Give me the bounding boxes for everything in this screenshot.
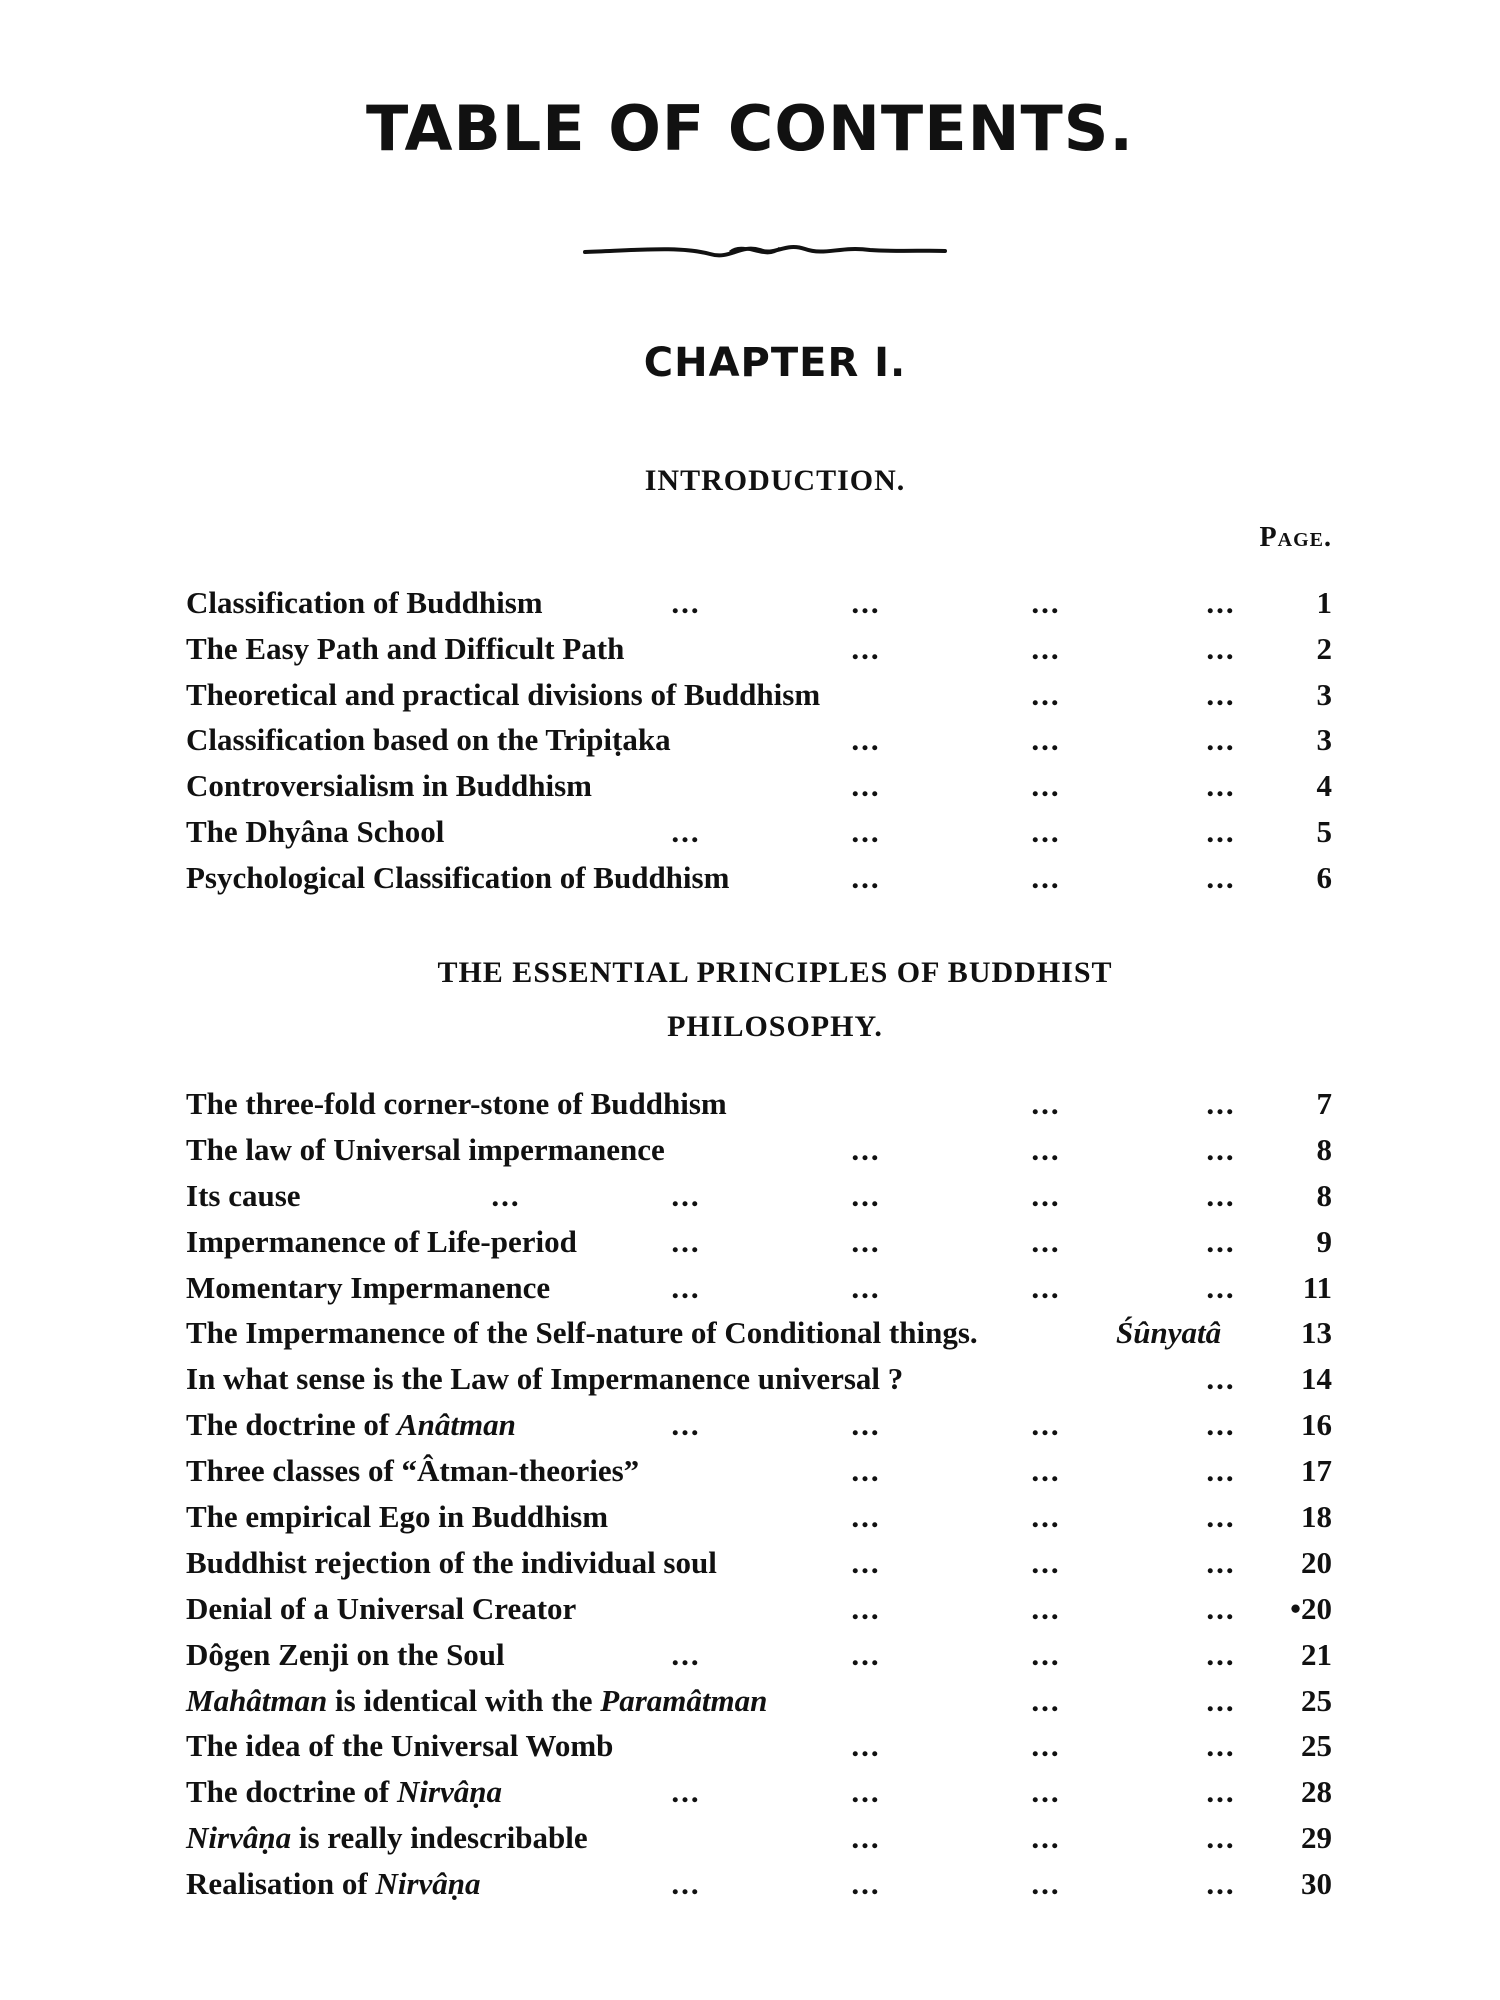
leader-dots: ... [851,585,881,620]
leader-dots: ... [1206,1866,1236,1902]
leader-dots: ... [1206,1590,1236,1626]
entry-title: Denial of a Universal Creator [186,1590,577,1626]
leader-dots: ... [1031,585,1061,620]
entry-page-number: 21 [1301,1636,1332,1672]
toc-entry [186,1219,1332,1265]
leader-dots: ... [1031,813,1061,849]
leader-dots: ... [1031,630,1061,666]
leader-dots: ... [1031,768,1061,804]
leader-dots: ... [1031,1682,1061,1718]
leader-dots: ... [1206,1728,1236,1764]
leader-dots: ... [1031,1544,1061,1580]
leader-dots: ... [1206,1407,1236,1443]
toc-entry [186,1586,1332,1632]
entry-page-number: 25 [1301,1728,1332,1764]
leader-dots: ... [1031,722,1061,758]
entry-title-italic: Anâtman [396,1407,516,1443]
leader-dots: ... [671,1774,701,1810]
leader-dots: ... [1031,1728,1061,1764]
entry-page-number: 3 [1316,722,1332,758]
toc-entry [186,1678,1332,1724]
toc-entry [186,1861,1332,1907]
leader-dots: ... [851,722,881,758]
leader-dots: ... [491,1177,521,1213]
leader-dots: ... [851,1636,881,1672]
entry-page-number: 11 [1302,1269,1332,1305]
toc-entry [186,1402,1332,1448]
toc-entry [186,1127,1332,1173]
leader-dots: ... [1206,585,1236,620]
entry-title: Buddhist rejection of the individual soul [186,1544,717,1580]
essential-principles-heading [0,946,1500,1054]
toc-entry [186,1815,1332,1861]
leader-dots: ... [1031,1453,1061,1489]
entry-page-number: 1 [1316,585,1332,620]
entry-page-number: 13 [1301,1315,1332,1351]
entry-title: Controversialism in Buddhism [186,768,592,804]
leader-dots: ... [1031,1820,1061,1856]
entry-page-number: 8 [1316,1131,1332,1167]
leader-dots: ... [1031,676,1061,712]
leader-dots: ... [1206,676,1236,712]
entry-title: Realisation of Nirvâṇa [186,1866,481,1902]
entry-page-number: 29 [1301,1820,1332,1856]
toc-entry [186,763,1332,809]
toc-entry [186,1310,1332,1356]
entry-page-number: 14 [1301,1361,1332,1397]
toc-entry [186,717,1332,763]
leader-dots: ... [671,1866,701,1902]
entry-page-number: 6 [1316,859,1332,895]
entry-page-number: 16 [1301,1407,1332,1443]
toc-entry [186,1448,1332,1494]
leader-dots: ... [1031,1590,1061,1626]
toc-entry [186,1540,1332,1586]
leader-dots: ... [1206,630,1236,666]
entry-title: Its cause [186,1177,301,1213]
entry-page-number: 8 [1316,1177,1332,1213]
toc-entry [186,672,1332,718]
leader-dots: ... [1206,1636,1236,1672]
leader-dots: ... [1031,1499,1061,1535]
toc-entry [186,626,1332,672]
essential-entries [186,1081,1332,1907]
leader-dots: ... [1031,1636,1061,1672]
leader-dots: ... [1206,1453,1236,1489]
essential-heading-line-1: THE ESSENTIAL PRINCIPLES OF BUDDHIST [437,956,1113,989]
entry-page-number: 30 [1301,1866,1332,1902]
entry-title: The Impermanence of the Self-nature of Conditional things. [186,1315,978,1351]
leader-dots: ... [1206,1177,1236,1213]
toc-entry [186,1356,1332,1402]
entry-title: The idea of the Universal Womb [186,1728,614,1764]
entry-title: Dôgen Zenji on the Soul [186,1636,505,1672]
leader-dots: ... [671,1269,701,1305]
leader-dots: ... [671,813,701,849]
entry-title: The law of Universal impermanence [186,1131,665,1167]
entry-page-number: 20 [1301,1544,1332,1580]
toc-entry [186,855,1332,901]
leader-dots: ... [1031,1177,1061,1213]
leader-dots: ... [851,813,881,849]
essential-heading-line-2: PHILOSOPHY. [667,1010,883,1043]
leader-dots: ... [851,768,881,804]
chapter-heading: CHAPTER I. [643,340,907,386]
leader-dots: ... [851,1131,881,1167]
leader-dots: ... [671,1177,701,1213]
leader-dots: ... [851,1544,881,1580]
leader-dots: ... [1206,1544,1236,1580]
entry-title: The doctrine of Nirvâṇa [186,1774,503,1810]
leader-dots: ... [1206,1361,1236,1397]
entry-title: Nirvâṇa is really indescribable [186,1820,588,1856]
leader-dots: ... [851,1820,881,1856]
entry-title: The empirical Ego in Buddhism [186,1499,609,1535]
entry-page-number: 3 [1316,676,1332,712]
entry-page-number: 9 [1316,1223,1332,1259]
leader-dots: ... [1206,1820,1236,1856]
introduction-heading: INTRODUCTION. [644,464,906,497]
leader-dots: ... [851,1774,881,1810]
introduction-entries [186,580,1332,901]
entry-title-italic: Paramâtman [600,1682,768,1718]
leader-dots: ... [1206,859,1236,895]
leader-dots: ... [851,1453,881,1489]
toc-entry [186,1769,1332,1815]
entry-title-italic: Nirvâṇa [396,1774,503,1810]
entry-title: The three-fold corner-stone of Buddhism [186,1086,727,1121]
leader-dots: ... [1206,722,1236,758]
toc-entry [186,1632,1332,1678]
entry-title: Theoretical and practical divisions of Buddhism [186,676,821,712]
leader-dots: ... [1206,1499,1236,1535]
toc-entry [186,809,1332,855]
entry-title: The doctrine of Anâtman [186,1407,516,1443]
leader-dots: ... [1206,1086,1236,1121]
page-column-label: Page. [1259,522,1332,553]
leader-dots: ... [1206,1774,1236,1810]
leader-dots: ... [851,1499,881,1535]
leader-dots: ... [1206,1682,1236,1718]
decorative-divider [580,232,950,272]
entry-page-number: 4 [1316,768,1332,804]
leader-dots: ... [1031,859,1061,895]
leader-dots: ... [1031,1269,1061,1305]
entry-title: The Dhyâna School [186,813,445,849]
leader-dots: ... [851,1728,881,1764]
entry-page-number: 7 [1316,1086,1332,1121]
entry-title-italic: Nirvâṇa [375,1866,481,1902]
leader-dots: ... [1031,1866,1061,1902]
leader-dots: ... [851,1407,881,1443]
entry-title: Classification based on the Tripiṭaka [186,722,671,758]
leader-dots: ... [1031,1407,1061,1443]
leader-dots: ... [851,1590,881,1626]
entry-title-italic: Mahâtman [186,1682,328,1718]
leader-dots: ... [671,1636,701,1672]
leader-dots: ... [671,585,701,620]
entry-page-number: 25 [1301,1682,1332,1718]
toc-entry [186,1265,1332,1311]
toc-entry [186,1723,1332,1769]
entry-page-number: 28 [1301,1774,1332,1810]
leader-dots: ... [851,630,881,666]
entry-page-number: 17 [1301,1453,1332,1489]
leader-dots: ... [851,859,881,895]
entry-extra-term: Śûnyatâ [1116,1315,1222,1351]
entry-title: Momentary Impermanence [186,1269,551,1305]
entry-page-number: 5 [1316,813,1332,849]
entry-title: Psychological Classification of Buddhism [186,859,730,895]
entry-page-number: 2 [1316,630,1332,666]
entry-title: The Easy Path and Difficult Path [186,630,625,666]
leader-dots: ... [851,1866,881,1902]
leader-dots: ... [1206,813,1236,849]
entry-title-italic: Nirvâṇa [186,1820,292,1856]
leader-dots: ... [1031,1223,1061,1259]
leader-dots: ... [1206,768,1236,804]
entry-title: In what sense is the Law of Impermanence universal ? [186,1361,904,1397]
entry-title: Classification of Buddhism [186,585,543,620]
leader-dots: ... [671,1407,701,1443]
toc-entry [186,580,1332,626]
entry-title: Impermanence of Life-period [186,1223,577,1259]
toc-entry [186,1081,1332,1127]
entry-title: Three classes of “Âtman-theories” [186,1453,640,1489]
toc-entry [186,1173,1332,1219]
entry-page-number: 18 [1301,1499,1332,1535]
leader-dots: ... [671,1223,701,1259]
toc-entry [186,1494,1332,1540]
leader-dots: ... [1206,1131,1236,1167]
entry-title: Mahâtman is identical with the Paramâtman [186,1682,768,1718]
leader-dots: ... [1031,1086,1061,1121]
leader-dots: ... [1206,1223,1236,1259]
entry-page-number: •20 [1290,1590,1332,1626]
leader-dots: ... [1031,1131,1061,1167]
leader-dots: ... [1031,1774,1061,1810]
leader-dots: ... [851,1223,881,1259]
leader-dots: ... [851,1177,881,1213]
page-title: TABLE OF CONTENTS. [366,92,1134,165]
leader-dots: ... [1206,1269,1236,1305]
leader-dots: ... [851,1269,881,1305]
